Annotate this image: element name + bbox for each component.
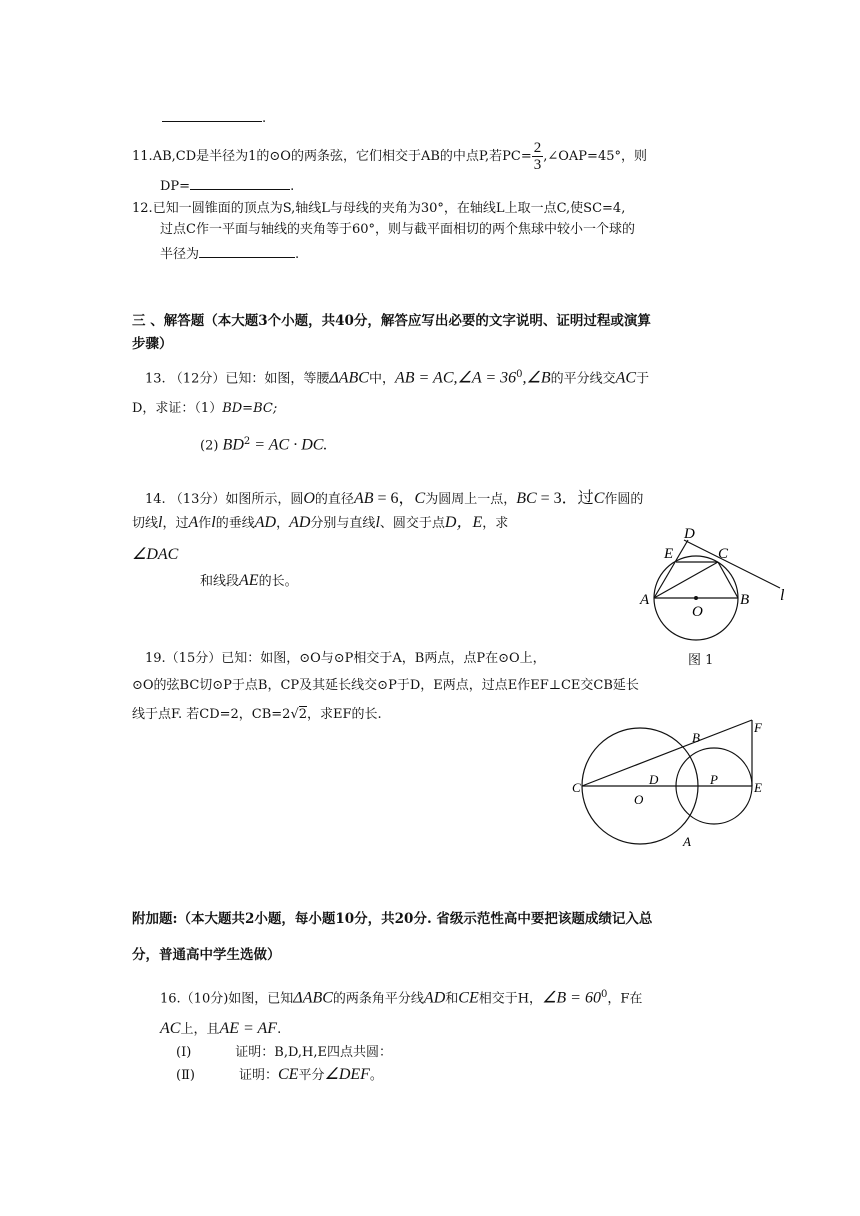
q13-line1: 13. （12分）已知：如图，等腰ΔABC中，AB = AC,∠A = $36^0,\angle B$的平分线交AC于 xyxy=(145,369,650,387)
fig1-tangent-l xyxy=(684,540,780,588)
figure-1-circle-tangent xyxy=(630,522,800,644)
q14-line3: ∠DAC xyxy=(132,546,179,563)
q12-line2: 过点C作一平面与轴线的夹角等于60°，则与截平面相切的两个焦球中较小一个球的 xyxy=(160,222,635,237)
q19-line3: 线于点F. 若CD=2，CB=2√2，求EF的长. xyxy=(132,707,382,722)
answer-blank xyxy=(162,108,262,122)
appendix-heading: 附加题:（本大题共2小题，每小题10分，共20分. 省级示范性高中要把该题成绩记入总 xyxy=(132,911,653,927)
appendix-heading-cont: 分，普通高中学生选做） xyxy=(132,947,281,963)
fig1-label-a: A xyxy=(640,592,650,608)
fig1-label-l: l xyxy=(780,587,785,604)
fig2-label-b: B xyxy=(692,730,700,745)
q12-line3: 半径为 . xyxy=(160,244,299,264)
q12-line1: 12.已知一圆锥面的顶点为S,轴线L与母线的夹角为30°，在轴线L上取一点C,使SC=4, xyxy=(132,201,626,216)
fig1-label-b: B xyxy=(740,592,750,608)
q19-line2: ⊙O的弦BC切⊙P于点B，CP及其延长线交⊙P于D，E两点，过点E作EF⊥CE交CB延长 xyxy=(132,678,639,693)
fig1-line-ac xyxy=(654,562,718,598)
figure-2-intersecting-circles xyxy=(566,712,772,854)
q16-line2: AC上，且AE = AF. xyxy=(160,1020,282,1037)
q14-line1: 14. （13分）如图所示，圆O的直径AB = 6，C为圆周上一点，BC = 3．过C作圆的 xyxy=(145,490,644,507)
fig1-label-c: C xyxy=(718,546,729,562)
section3-heading-cont: 步骤） xyxy=(132,336,173,352)
fig1-label-o: O xyxy=(692,604,703,620)
fig2-label-e: E xyxy=(754,780,762,795)
fig1-line-bc xyxy=(718,562,738,598)
fig2-label-d: D xyxy=(649,772,659,787)
fig2-line-cf xyxy=(582,720,752,786)
fig1-label-d: D xyxy=(684,526,695,542)
q11-line2: DP= . xyxy=(160,176,294,196)
fig1-label-e: E xyxy=(664,546,674,562)
q16-line1: 16.（10分)如图，已知ΔABC的两条角平分线AD和CE相交于H，∠B = $60^0$，F在 xyxy=(160,989,643,1007)
fig2-label-f: F xyxy=(754,720,762,735)
answer-blank xyxy=(199,244,295,258)
fig1-center-dot xyxy=(694,596,698,600)
figure-1-caption: 图 1 xyxy=(688,653,714,668)
q13-line2: D，求证：（1）BD=BC; xyxy=(132,401,278,416)
top-answer-blank: . xyxy=(162,108,266,128)
fig2-label-c: C xyxy=(572,780,581,795)
q19-line1: 19.（15分）已知：如图，⊙O与⊙P相交于A，B两点，点P在⊙O上， xyxy=(145,651,546,666)
fraction: $\frac{2}{3}$ xyxy=(533,140,542,173)
fig2-label-a: A xyxy=(683,834,691,849)
sqrt-symbol: √ xyxy=(290,707,299,722)
q13-line3: (2) $BD^2$ = AC · DC. xyxy=(200,436,328,454)
q16-part1: (Ⅰ) 证明：B,D,H,E四点共圆： xyxy=(176,1045,393,1060)
q14-line4: 和线段AE的长。 xyxy=(200,572,298,589)
q11-line1: 11.AB,CD是半径为1的⊙O的两条弦，它们相交于AB的中点P,若PC= $\frac{2}{3}$ ,∠OAP=45°，则 xyxy=(132,140,647,173)
answer-blank xyxy=(190,176,290,190)
fig2-label-p: P xyxy=(710,772,718,787)
section3-heading: 三 、解答题（本大题3个小题，共40分，解答应写出必要的文字说明、证明过程或演算 xyxy=(132,313,651,329)
fig2-label-o: O xyxy=(634,792,644,807)
q16-part2: (Ⅱ) 证明：CE平分∠DEF。 xyxy=(176,1066,383,1083)
q14-line2: 切线l，过A作l的垂线AD，AD分别与直线l、圆交于点D，E，求 xyxy=(132,514,509,531)
